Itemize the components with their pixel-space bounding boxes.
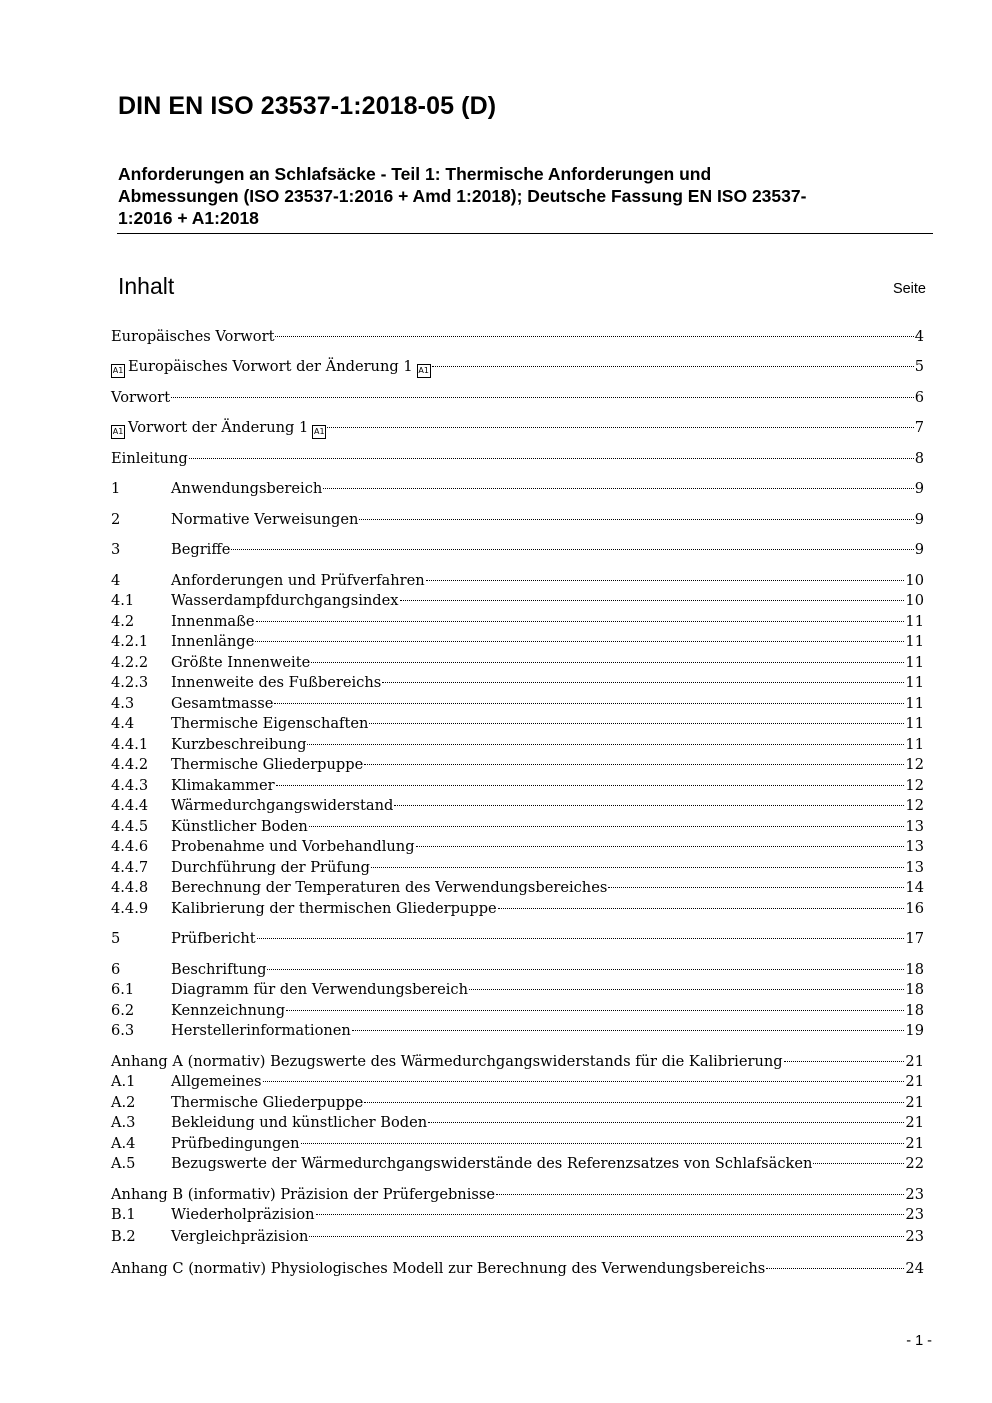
toc-entry-number: 6.1 [111, 981, 135, 998]
toc-entry-page: 10 [905, 572, 924, 589]
toc-entry-page: 13 [905, 818, 924, 835]
toc-entry-title [171, 632, 254, 652]
toc-entry-number: A.4 [111, 1135, 136, 1152]
toc-entry-text: Klimakammer [171, 777, 275, 794]
toc-entry-number: A.2 [111, 1094, 136, 1111]
toc-entry-number: A.5 [111, 1155, 136, 1172]
toc-entry-title [171, 1093, 363, 1113]
toc-entry[interactable] [111, 929, 924, 949]
toc-entry-page: 10 [905, 592, 924, 609]
toc-entry-page: 13 [905, 838, 924, 855]
toc-entry-number: 4.2.3 [111, 674, 149, 691]
dot-leader [267, 969, 904, 970]
toc-entry-number: 4.4 [111, 715, 135, 732]
toc-entry-text: Innenweite des Fußbereichs [171, 674, 382, 691]
toc-entry-page: 23 [905, 1228, 924, 1245]
toc-entry[interactable] [111, 612, 924, 632]
dot-leader [352, 1030, 905, 1031]
dot-leader [311, 662, 904, 663]
toc-entry-text: Künstlicher Boden [171, 818, 308, 835]
toc-entry-text: Innenmaße [171, 613, 255, 630]
toc-entry-text: Beschriftung [171, 961, 267, 978]
dot-leader [416, 846, 905, 847]
toc-entry-page: 12 [905, 756, 924, 773]
toc-entry-title [111, 1259, 765, 1279]
toc-entry-page: 8 [914, 450, 924, 467]
toc-entry[interactable] [111, 653, 924, 673]
toc-entry[interactable] [111, 755, 924, 775]
toc-entry-page: 21 [905, 1114, 924, 1131]
toc-entry-page: 6 [914, 389, 924, 406]
amendment-start-marker: A1 [111, 364, 125, 378]
toc-entry-number: 6.3 [111, 1022, 135, 1039]
toc-entry-text: Durchführung der Prüfung [171, 859, 370, 876]
toc-entry-number: B.2 [111, 1228, 136, 1245]
dot-leader [255, 641, 904, 642]
toc-entry[interactable] [111, 735, 924, 755]
toc-entry[interactable] [111, 878, 924, 898]
toc-entry-title [171, 673, 381, 693]
document-title: DIN EN ISO 23537-1:2018-05 (D) [118, 92, 497, 120]
toc-entry-title [171, 591, 399, 611]
toc-entry-page: 18 [905, 961, 924, 978]
toc-entry-page: 17 [905, 930, 924, 947]
toc-entry-title [171, 929, 256, 949]
toc-entry-text: Prüfbedingungen [171, 1135, 300, 1152]
toc-entry[interactable] [111, 540, 924, 560]
toc-entry-title [171, 960, 266, 980]
dot-leader [359, 519, 913, 520]
toc-entry-number: 4.4.1 [111, 736, 149, 753]
toc-entry-text: Herstellerinformationen [171, 1022, 351, 1039]
toc-entry-number: A.1 [111, 1073, 136, 1090]
dot-leader [371, 867, 904, 868]
toc-entry-page: 11 [905, 633, 924, 650]
toc-entry[interactable] [111, 1259, 924, 1279]
toc-entry-text: Bekleidung und künstlicher Boden [171, 1114, 428, 1131]
toc-entry-title [171, 510, 358, 530]
toc-entry-text: Vergleichpräzision [171, 1228, 309, 1245]
dot-leader [323, 488, 913, 489]
toc-entry[interactable] [111, 632, 924, 652]
document-subtitle [118, 163, 918, 229]
toc-entry-title [171, 1205, 315, 1225]
toc-entry-text: Kurzbeschreibung [171, 736, 307, 753]
toc-entry-title [171, 858, 370, 878]
dot-leader [171, 397, 914, 398]
dot-leader [286, 1010, 904, 1011]
toc-entry-title [171, 1001, 285, 1021]
toc-entry-title [171, 653, 310, 673]
toc-entry-title [171, 755, 363, 775]
toc-entry-text: Allgemeines [171, 1073, 262, 1090]
toc-entry[interactable] [111, 776, 924, 796]
toc-entry-text: Thermische Gliederpuppe [171, 756, 364, 773]
toc-entry-title [171, 980, 468, 1000]
toc-entry-text: Europäisches Vorwort der Änderung 1 [128, 358, 413, 375]
toc-entry-title [171, 571, 425, 591]
toc-entry-text: Kennzeichnung [171, 1002, 286, 1019]
toc-entry[interactable] [111, 479, 924, 499]
toc-entry-page: 16 [905, 900, 924, 917]
dot-leader [382, 682, 904, 683]
toc-entry-page: 21 [905, 1094, 924, 1111]
toc-entry-title [171, 837, 415, 857]
toc-entry-number: 4.2 [111, 613, 135, 630]
toc-entry-page: 13 [905, 859, 924, 876]
toc-entry-title [171, 694, 273, 714]
dot-leader [275, 336, 913, 337]
toc-entry-page: 14 [905, 879, 924, 896]
dot-leader [498, 908, 905, 909]
toc-entry-title [111, 1185, 495, 1205]
subtitle-line: 1:2016 + A1:2018 [118, 208, 259, 228]
amendment-end-marker: A1 [312, 425, 326, 439]
dot-leader [400, 600, 905, 601]
toc-entry-page: 11 [905, 736, 924, 753]
toc-entry-title [171, 1154, 812, 1174]
toc-entry-number: 6 [111, 961, 121, 978]
toc-entry-text: Gesamtmasse [171, 695, 274, 712]
toc-entry-text: Bezugswerte der Wärmedurchgangswiderstände des Referenzsatzes von Schlafsäcken [171, 1155, 813, 1172]
dot-leader [263, 1081, 905, 1082]
toc-entry-page: 12 [905, 797, 924, 814]
toc-entry[interactable] [111, 1021, 924, 1041]
toc-entry-text: Thermische Eigenschaften [171, 715, 369, 732]
toc-entry-number: 6.2 [111, 1002, 135, 1019]
toc-entry-title [111, 418, 326, 439]
dot-leader [327, 427, 913, 428]
toc-entry-title [111, 357, 431, 378]
toc-entry-title [171, 540, 230, 560]
toc-entry-text: Berechnung der Temperaturen des Verwendungsbereiches [171, 879, 608, 896]
toc-entry[interactable] [111, 837, 924, 857]
toc-entry[interactable] [111, 1113, 924, 1133]
toc-entry-page: 12 [905, 777, 924, 794]
dot-leader [394, 805, 904, 806]
toc-entry[interactable] [111, 1227, 924, 1247]
toc-entry-number: 4.4.8 [111, 879, 149, 896]
toc-entry[interactable] [111, 899, 924, 919]
toc-entry-page: 21 [905, 1073, 924, 1090]
toc-entry-number: 4.4.9 [111, 900, 149, 917]
dot-leader [309, 826, 905, 827]
dot-leader [364, 1102, 904, 1103]
toc-entry-number: 4.4.6 [111, 838, 149, 855]
toc-entry-number: 2 [111, 511, 121, 528]
toc-entry-text: Einleitung [111, 450, 188, 467]
toc-entry-page: 9 [914, 480, 924, 497]
toc-entry-number: 3 [111, 541, 121, 558]
toc-entry[interactable] [111, 858, 924, 878]
toc-entry[interactable] [111, 510, 924, 530]
toc-entry-title [171, 714, 368, 734]
toc-entry[interactable] [111, 714, 924, 734]
title-divider [117, 233, 933, 234]
toc-entry-text: Normative Verweisungen [171, 511, 359, 528]
toc-entry-number: 5 [111, 930, 121, 947]
toc-entry-text: Anforderungen und Prüfverfahren [171, 572, 425, 589]
toc-entry[interactable] [111, 1072, 924, 1092]
toc-entry[interactable] [111, 1093, 924, 1113]
toc-entry-text: Diagramm für den Verwendungsbereich [171, 981, 468, 998]
toc-entry-number: 4 [111, 572, 121, 589]
toc-entry-number: 4.1 [111, 592, 135, 609]
toc-entry-title [171, 1113, 427, 1133]
toc-entry-page: 23 [905, 1206, 924, 1223]
toc-entry[interactable] [111, 1154, 924, 1174]
toc-entry-text: Thermische Gliederpuppe [171, 1094, 364, 1111]
toc-entry-text: Anhang C (normativ) Physiologisches Modell zur Berechnung des Verwendungsbereichs [111, 1260, 766, 1277]
toc-entry-page: 9 [914, 541, 924, 558]
dot-leader [784, 1061, 905, 1062]
amendment-start-marker: A1 [111, 425, 125, 439]
toc-entry-title [171, 1227, 308, 1247]
dot-leader [428, 1122, 904, 1123]
toc-entry-number: 4.4.2 [111, 756, 149, 773]
toc-entry-page: 11 [905, 715, 924, 732]
subtitle-line: Abmessungen (ISO 23537-1:2016 + Amd 1:2018); Deutsche Fassung EN ISO 23537- [118, 186, 807, 206]
toc-entry-title [171, 796, 393, 816]
dot-leader [432, 366, 914, 367]
toc-entry-number: 4.4.7 [111, 859, 149, 876]
toc-entry-number: B.1 [111, 1206, 136, 1223]
toc-entry-title [171, 817, 308, 837]
toc-entry-page: 4 [914, 328, 924, 345]
toc-entry[interactable] [111, 694, 924, 714]
amendment-end-marker: A1 [417, 364, 431, 378]
dot-leader [608, 887, 904, 888]
toc-entry-title [171, 1021, 351, 1041]
toc-entry-page: 18 [905, 1002, 924, 1019]
toc-entry-number: 4.4.3 [111, 777, 149, 794]
toc-entry-page: 7 [914, 419, 924, 436]
toc-entry-page: 22 [905, 1155, 924, 1172]
dot-leader [307, 744, 904, 745]
toc-entry-text: Vorwort [111, 389, 171, 406]
toc-entry[interactable] [111, 817, 924, 837]
toc-entry-page: 9 [914, 511, 924, 528]
toc-entry-title [111, 449, 188, 469]
toc-entry-text: Probenahme und Vorbehandlung [171, 838, 415, 855]
dot-leader [364, 764, 904, 765]
toc-entry-page: 18 [905, 981, 924, 998]
toc-entry[interactable] [111, 673, 924, 693]
dot-leader [301, 1143, 905, 1144]
toc-entry-text: Anwendungsbereich [171, 480, 323, 497]
dot-leader [369, 723, 904, 724]
toc-entry-title [171, 899, 497, 919]
toc-entry-page: 19 [905, 1022, 924, 1039]
toc-entry-page: 5 [914, 358, 924, 375]
toc-entry-number: A.3 [111, 1114, 136, 1131]
dot-leader [426, 580, 905, 581]
toc-entry[interactable] [111, 1185, 924, 1205]
dot-leader [256, 621, 905, 622]
toc-entry-number: 4.2.1 [111, 633, 149, 650]
toc-entry[interactable] [111, 1134, 924, 1154]
dot-leader [276, 785, 905, 786]
toc-entry[interactable] [111, 327, 924, 347]
toc-entry-title [111, 1052, 783, 1072]
toc-entry-page: 11 [905, 654, 924, 671]
dot-leader [274, 703, 904, 704]
toc-entry-title [171, 479, 322, 499]
dot-leader [189, 458, 914, 459]
toc-entry[interactable] [111, 1052, 924, 1072]
toc-entry-title [171, 1072, 262, 1092]
toc-entry-number: 4.4.4 [111, 797, 149, 814]
toc-entry[interactable] [111, 571, 924, 591]
toc-entry-title [171, 735, 306, 755]
toc-entry-title [171, 612, 255, 632]
toc-entry-number: 4.4.5 [111, 818, 149, 835]
toc-entry-title [171, 776, 275, 796]
page-number: - 1 - [906, 1333, 932, 1349]
toc-entry[interactable] [111, 388, 924, 408]
toc-entry-text: Anhang B (informativ) Präzision der Prüfergebnisse [111, 1186, 495, 1203]
toc-heading: Inhalt [118, 273, 175, 299]
toc-entry[interactable] [111, 980, 924, 1000]
toc-entry-page: 24 [905, 1260, 924, 1277]
toc-entry[interactable] [111, 357, 924, 377]
toc-entry-text: Kalibrierung der thermischen Gliederpuppe [171, 900, 497, 917]
subtitle-line: Anforderungen an Schlafsäcke - Teil 1: Thermische Anforderungen und [118, 164, 712, 184]
toc-entry-text: Europäisches Vorwort [111, 328, 275, 345]
dot-leader [766, 1268, 904, 1269]
toc-entry[interactable] [111, 1205, 924, 1225]
toc-entry-number: 4.3 [111, 695, 135, 712]
toc-entry-text: Anhang A (normativ) Bezugswerte des Wärmedurchgangswiderstands für die Kalibrierung [111, 1053, 783, 1070]
toc-entry-text: Innenlänge [171, 633, 255, 650]
toc-entry-number: 1 [111, 480, 121, 497]
toc-entry-page: 21 [905, 1053, 924, 1070]
toc-entry-text: Prüfbericht [171, 930, 256, 947]
toc-entry-text: Wasserdampfdurchgangsindex [171, 592, 399, 609]
toc-entry-page: 21 [905, 1135, 924, 1152]
toc-entry[interactable] [111, 449, 924, 469]
dot-leader [231, 549, 913, 550]
toc-entry[interactable] [111, 591, 924, 611]
toc-entry-page: 11 [905, 613, 924, 630]
dot-leader [469, 989, 904, 990]
dot-leader [496, 1194, 904, 1195]
toc-entry-text: Begriffe [171, 541, 231, 558]
toc-entry[interactable] [111, 960, 924, 980]
toc-entry-text: Vorwort der Änderung 1 [128, 419, 309, 436]
toc-entry[interactable] [111, 796, 924, 816]
toc-entry-page: 11 [905, 695, 924, 712]
toc-entry[interactable] [111, 418, 924, 438]
dot-leader [257, 938, 905, 939]
toc-entry-title [171, 878, 607, 898]
toc-entry-page: 11 [905, 674, 924, 691]
toc-entry[interactable] [111, 1001, 924, 1021]
dot-leader [309, 1236, 904, 1237]
dot-leader [316, 1214, 905, 1215]
toc-entry-title [171, 1134, 300, 1154]
toc-entry-page: 23 [905, 1186, 924, 1203]
toc-entry-title [111, 327, 274, 347]
dot-leader [813, 1163, 904, 1164]
toc-entry-title [111, 388, 170, 408]
toc-entry-text: Wiederholpräzision [171, 1206, 315, 1223]
toc-entry-number: 4.2.2 [111, 654, 149, 671]
toc-entry-text: Größte Innenweite [171, 654, 311, 671]
toc-entry-text: Wärmedurchgangswiderstand [171, 797, 394, 814]
page-column-label: Seite [892, 281, 926, 297]
